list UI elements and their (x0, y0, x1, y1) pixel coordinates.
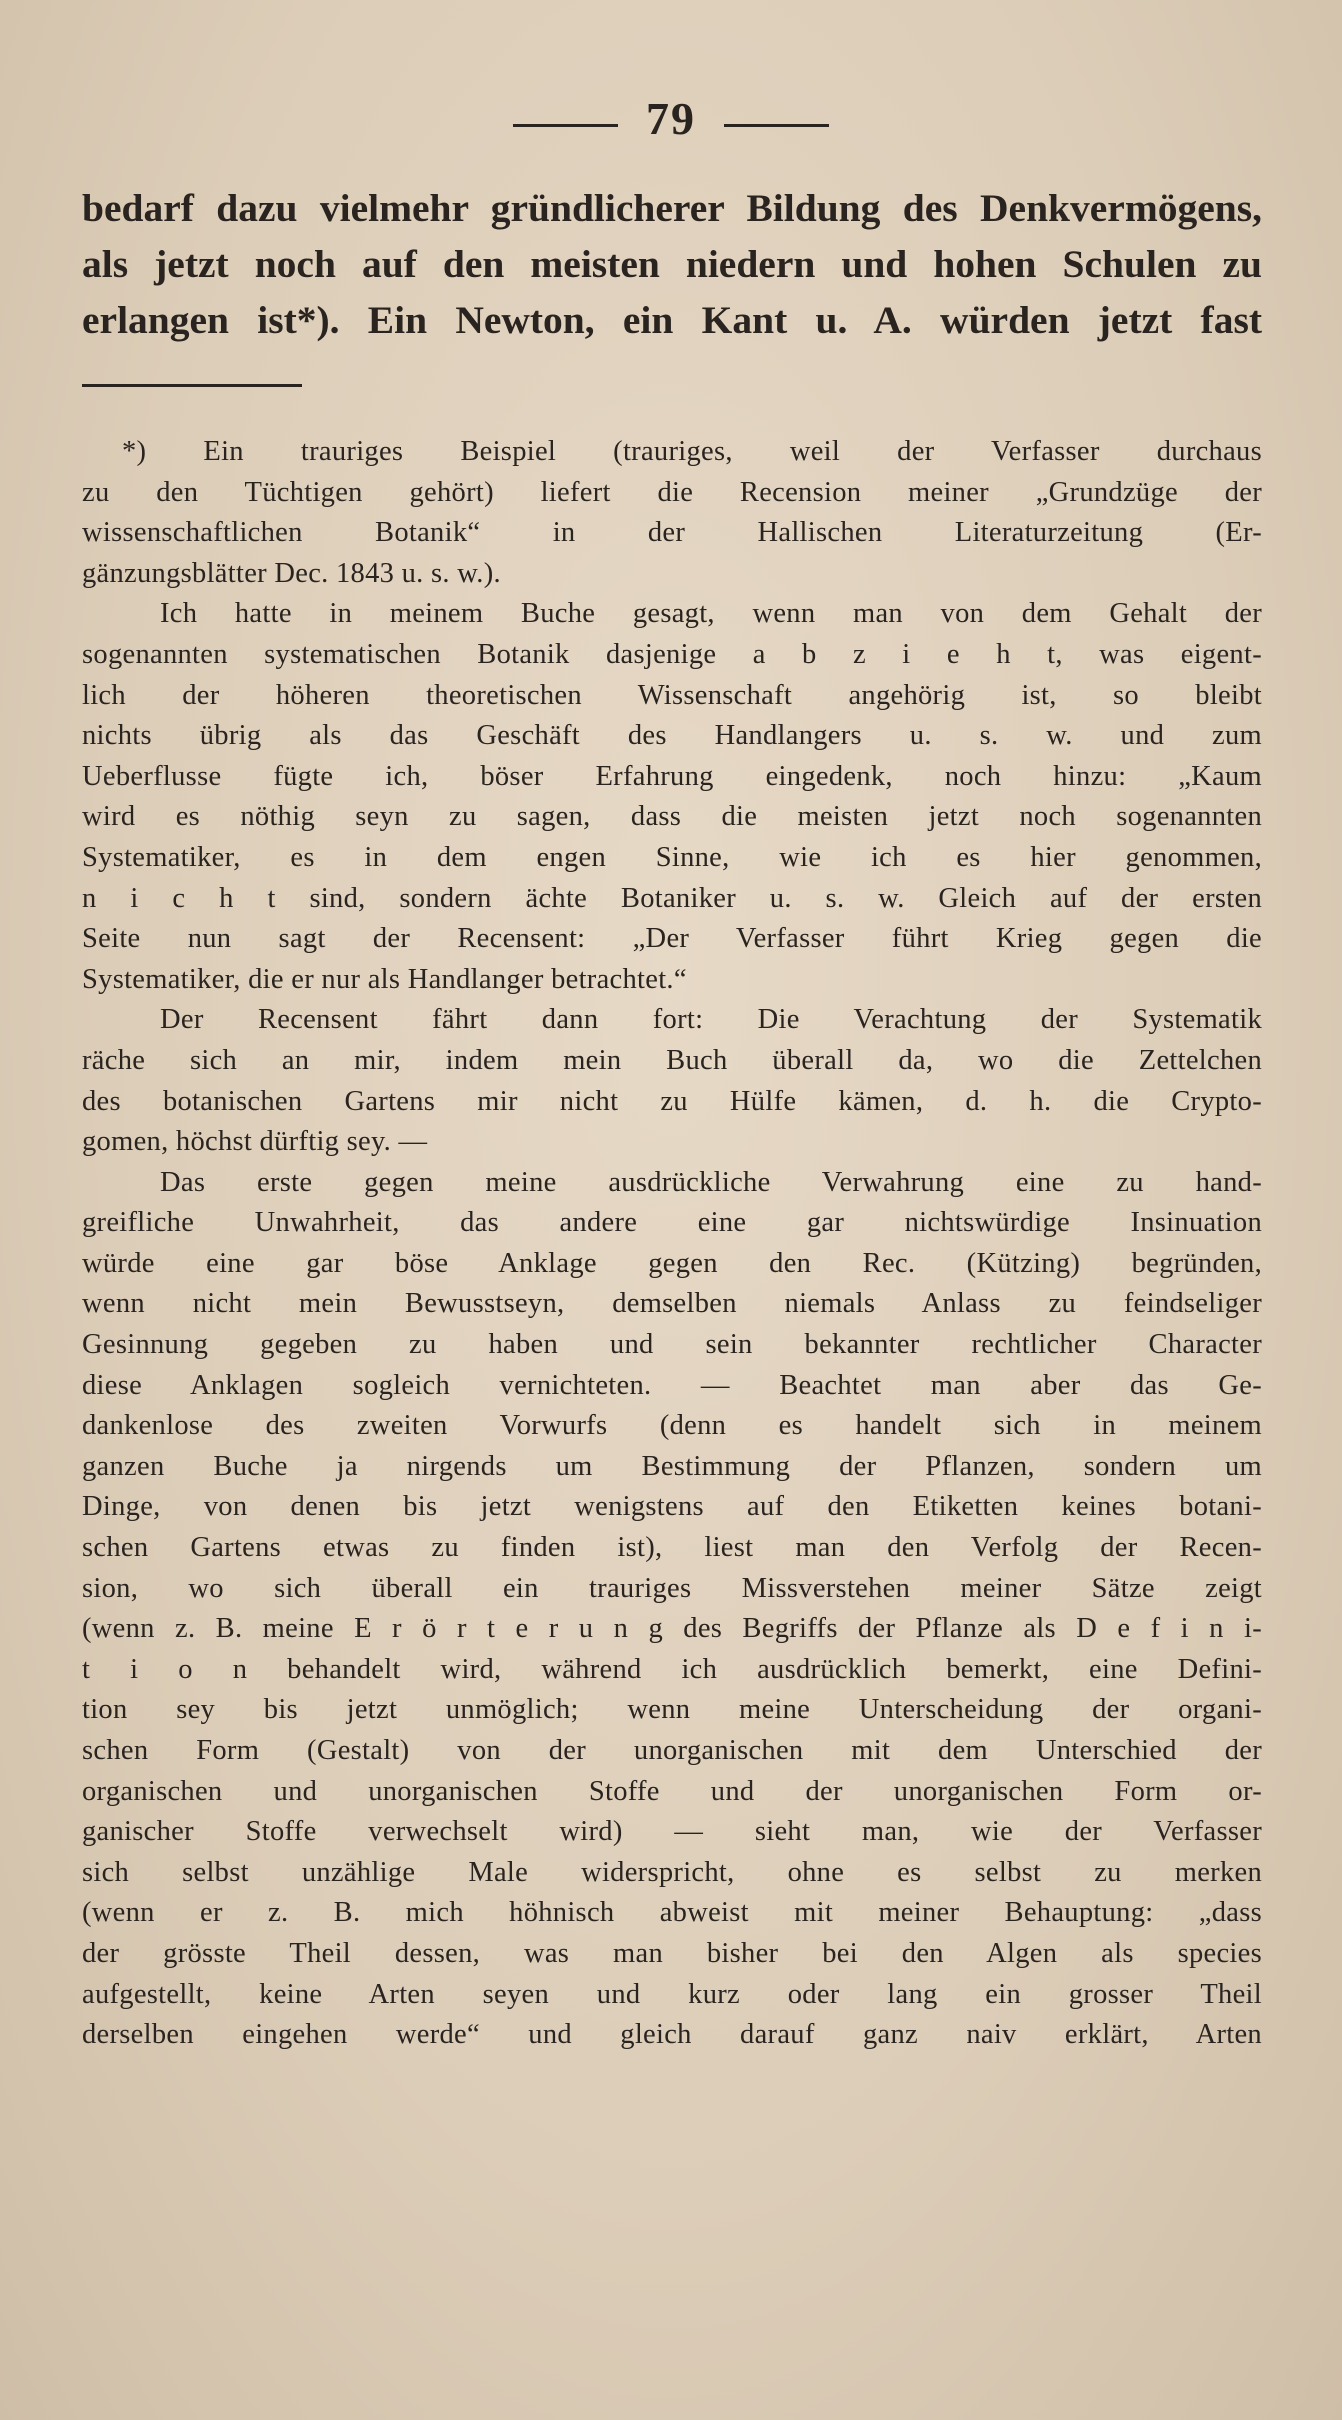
footnote-line: Systematiker, die er nur als Handlanger betrachtet.“ (82, 963, 687, 995)
footnote-line: sion, wo sich überall ein trauriges Missverstehen meiner Sätze zeigt (82, 1572, 1262, 1604)
footnote-line: wenn nicht mein Bewusstseyn, demselben niemals Anlass zu feindseliger (82, 1288, 1262, 1320)
main-text-line: bedarf dazu vielmehr gründlicherer Bildung des Denkvermögens, (82, 186, 1262, 230)
footnote-line: Dinge, von denen bis jetzt wenigstens auf den Etiketten keines botani- (82, 1491, 1262, 1523)
page-number: 79 (646, 92, 696, 144)
footnote-line: Seite nun sagt der Recensent: „Der Verfasser führt Krieg gegen die (82, 923, 1262, 955)
footnote-line: ganischer Stoffe verwechselt wird) — sieht man, wie der Verfasser (82, 1816, 1262, 1848)
footnote-line: schen Gartens etwas zu finden ist), liest man den Verfolg der Recen- (82, 1532, 1262, 1564)
footnote-line: *) Ein trauriges Beispiel (trauriges, weil der Verfasser durchaus (122, 436, 1262, 467)
footnote-line: Ueberflusse fügte ich, böser Erfahrung eingedenk, noch hinzu: „Kaum (82, 760, 1262, 792)
footnote-line: (wenn er z. B. mich höhnisch abweist mit meiner Behauptung: „dass (82, 1897, 1262, 1929)
footnote-line: nichts übrig als das Geschäft des Handlangers u. s. w. und zum (82, 720, 1262, 752)
footnote-line: sich selbst unzählige Male widerspricht, ohne es selbst zu merken (82, 1856, 1262, 1888)
footnote-line: schen Form (Gestalt) von der unorganischen mit dem Unterschied der (82, 1735, 1262, 1766)
footnote-line: wissenschaftlichen Botanik“ in der Hallischen Literaturzeitung (Er- (82, 517, 1262, 549)
footnote-line: dankenlose des zweiten Vorwurfs (denn es handelt sich in meinem (82, 1410, 1262, 1442)
page-header (0, 88, 1342, 148)
footnote-line: diese Anklagen sogleich vernichteten. — Beachtet man aber das Ge- (82, 1369, 1262, 1401)
footnote-line: n i c h t sind, sondern ächte Botaniker u. s. w. Gleich auf der ersten (82, 882, 1262, 914)
footnote-line: räche sich an mir, indem mein Buch überall da, wo die Zettelchen (82, 1044, 1262, 1076)
footnote-block (82, 432, 1262, 2056)
header-rule-right (724, 124, 829, 127)
footnote-line: t i o n behandelt wird, während ich ausdrücklich bemerkt, eine Defini- (82, 1653, 1262, 1685)
footnote-line: gomen, höchst dürftig sey. — (82, 1126, 428, 1158)
footnote-line: Gesinnung gegeben zu haben und sein bekannter rechtlicher Character (82, 1329, 1262, 1361)
main-text-line: als jetzt noch auf den meisten niedern und hohen Schulen zu (82, 242, 1262, 286)
footnote-line: aufgestellt, keine Arten seyen und kurz oder lang ein grosser Theil (82, 1978, 1262, 2010)
footnote-line: ganzen Buche ja nirgends um Bestimmung der Pflanzen, sondern um (82, 1450, 1262, 1482)
footnote-line: tion sey bis jetzt unmöglich; wenn meine Unterscheidung der organi- (82, 1694, 1262, 1726)
footnote-line: gänzungsblätter Dec. 1843 u. s. w.). (82, 557, 501, 589)
footnote-line: Ich hatte in meinem Buche gesagt, wenn man von dem Gehalt der (160, 598, 1262, 630)
footnote-line: wird es nöthig seyn zu sagen, dass die meisten jetzt noch sogenannten (82, 801, 1262, 833)
main-text-line: erlangen ist*). Ein Newton, ein Kant u. A. würden jetzt fast (82, 298, 1262, 342)
footnote-line: des botanischen Gartens mir nicht zu Hülfe kämen, d. h. die Crypto- (82, 1085, 1262, 1117)
footnote-line: organischen und unorganischen Stoffe und der unorganischen Form or- (82, 1775, 1262, 1807)
footnote-line: Systematiker, es in dem engen Sinne, wie ich es hier genommen, (82, 841, 1262, 873)
footnote-line: lich der höheren theoretischen Wissenschaft angehörig ist, so bleibt (82, 679, 1262, 711)
footnote-line: sogenannten systematischen Botanik dasjenige a b z i e h t, was eigent- (82, 638, 1262, 670)
header-rule-left (513, 124, 618, 127)
footnote-line: würde eine gar böse Anklage gegen den Rec. (Kützing) begründen, (82, 1247, 1262, 1279)
footnote-separator (82, 384, 302, 387)
main-text-block (82, 180, 1262, 348)
footnote-line: der grösste Theil dessen, was man bisher bei den Algen als species (82, 1937, 1262, 1969)
footnote-line: greifliche Unwahrheit, das andere eine gar nichtswürdige Insinuation (82, 1207, 1262, 1239)
footnote-line: (wenn z. B. meine E r ö r t e r u n g des Begriffs der Pflanze als D e f i n i- (82, 1613, 1262, 1645)
footnote-line: zu den Tüchtigen gehört) liefert die Recension meiner „Grundzüge der (82, 476, 1262, 508)
footnote-line: Das erste gegen meine ausdrückliche Verwahrung eine zu hand- (160, 1166, 1262, 1198)
footnote-line: derselben eingehen werde“ und gleich darauf ganz naiv erklärt, Arten (82, 2019, 1262, 2051)
footnote-line: Der Recensent fährt dann fort: Die Verachtung der Systematik (160, 1004, 1262, 1036)
